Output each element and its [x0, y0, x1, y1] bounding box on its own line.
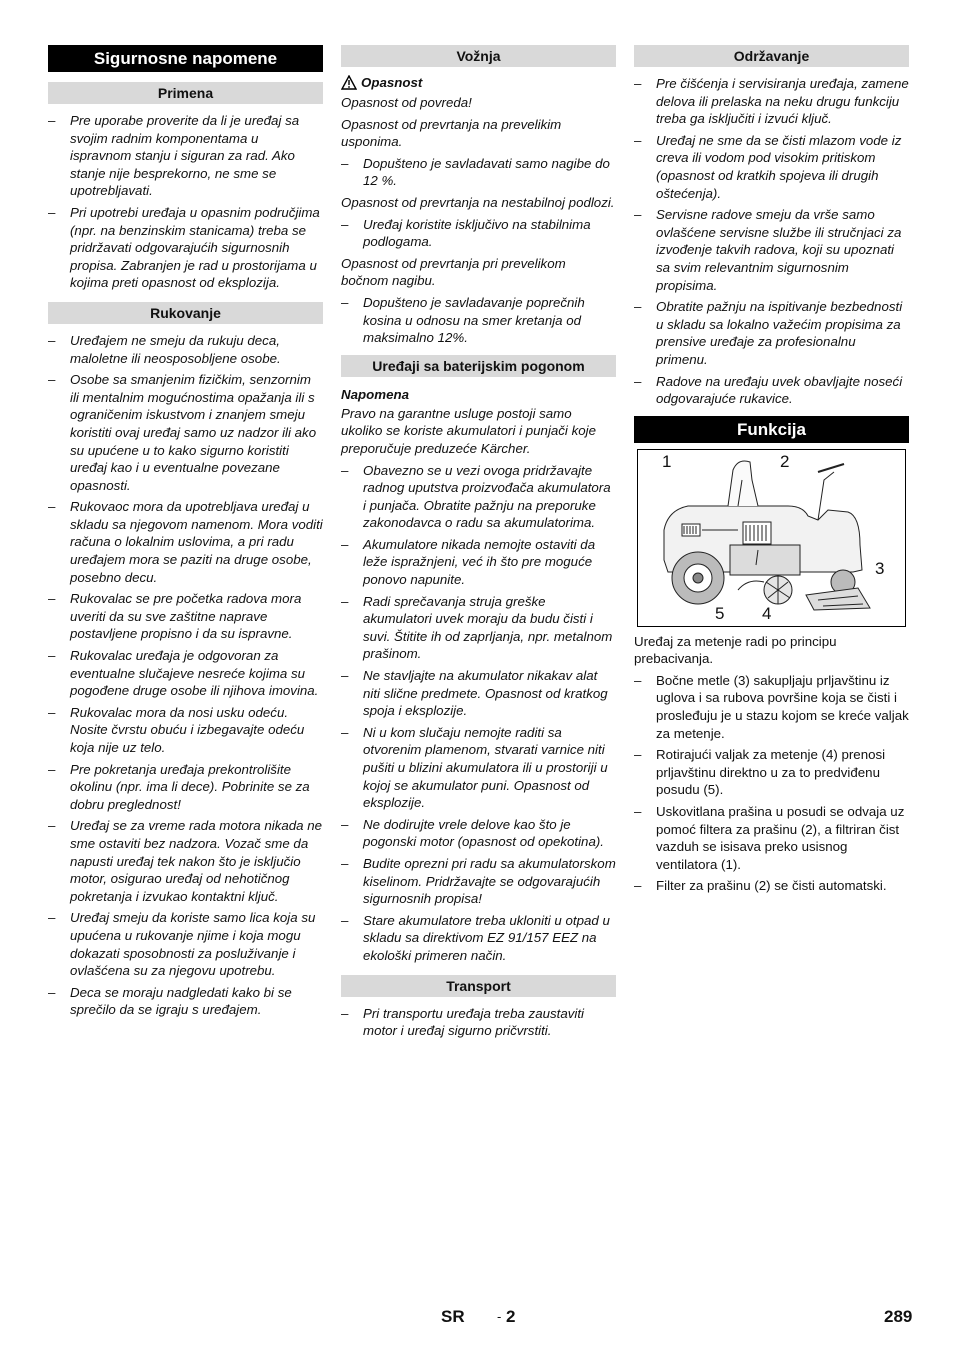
- subheading-baterije: Uređaji sa baterijskim pogonom: [341, 355, 616, 377]
- list-item: – Bočne metle (3) sakupljaju prljavštinu iz uglova i sa rubova površine koja se čisti i prosleđuju je u stazu kojom se kreće valjak za metenje.: [634, 672, 909, 742]
- column-3: [634, 45, 909, 899]
- list-item: – Rukovalac mora da nosi usku odeću. Nosite čvrstu obuću i izbegavajte odeću koja nije uz telo.: [48, 704, 323, 757]
- column-1: [48, 45, 323, 1023]
- figure-label-1: 1: [662, 451, 672, 471]
- subheading-odrzavanje: Održavanje: [634, 45, 909, 67]
- list-item: – Rukovalac se pre početka radova mora uveriti da su sve zaštitne naprave postavljene propisno i da su ispravne.: [48, 590, 323, 643]
- paragraph: Opasnost od povreda!: [341, 95, 472, 110]
- list-item: – Rotirajući valjak za metenje (4) prenosi prljavštinu direktno u za to predviđenu posudu (5).: [634, 746, 909, 799]
- list-item: – Pre pokretanja uređaja prekontrolišite okolinu (npr. ima li dece). Pobrinite se za dobru preglednost!: [48, 761, 323, 814]
- list-item: – Obratite pažnju na ispitivanje bezbednosti u skladu sa lokalno važećim propisima za prensive uređaje za profesionalnu primenu.: [634, 298, 909, 368]
- list-item: – Uskovitlana prašina u posudi se odvaja uz pomoć filtera za prašinu (2), a filtriran čist vazduh se isisava preko usisnog ventilatora (1).: [634, 803, 909, 873]
- figure-label-3: 3: [875, 558, 885, 578]
- list-item: – Servisne radove smeju da vrše samo ovlašćene servisne službe ili stručnjaci za izvođenje takvih radova, koji su upoznati sa svim relevantnim sigurnosnim propisima.: [634, 206, 909, 294]
- list-item: – Dopušteno je savladavanje poprečnih kosina u odnosu na smer kretanja od maksimalno 12%.: [341, 294, 616, 347]
- list-item: – Pre uporabe proverite da li je uređaj sa svojim radnim komponentama u ispravnom stanju i siguran za rad. Ako stanje nije besprekorno, ne sme se upotrebljavati.: [48, 112, 323, 200]
- list-item: – Ne dodirujte vrele delove kao što je pogonski motor (opasnost od opekotina).: [341, 816, 616, 851]
- subheading-primena: Primena: [48, 82, 323, 104]
- warning-block: [341, 75, 616, 90]
- list-item: – Deca se moraju nadgledati kako bi se sprečilo da se igraju s uređajem.: [48, 984, 323, 1019]
- list-item: – Rukovaoc mora da upotrebljava uređaj u skladu sa njegovom namenom. Mora voditi računa o lokalnim uslovima, a pri radu uređajem mora se paziti na druge osobe, posebno decu.: [48, 498, 323, 586]
- figure-label-5: 5: [715, 603, 725, 623]
- section-title-funkcija: Funkcija: [634, 416, 909, 443]
- list-item: – Uređaj koristite isključivo na stabilnima podlogama.: [341, 216, 616, 251]
- page-number: 289: [884, 1307, 913, 1326]
- list-rukovanje: [48, 332, 323, 1019]
- subheading-rukovanje: Rukovanje: [48, 302, 323, 324]
- list-item: – Uređaj ne sme da se čisti mlazom vode iz creva ili vodom pod visokim pritiskom (opasnost od kratkih spojeva ili drugih oštećenja).: [634, 132, 909, 202]
- sweeper-diagram: [637, 449, 906, 627]
- list-item: – Radi sprečavanja struja greške akumulatori uvek moraju da budu čisti i suvi. Štitite ih od zaprljanja, npr. metalnom prašinom.: [341, 593, 616, 663]
- list-item: – Stare akumulatore treba ukloniti u otpad u skladu sa direktivom EZ 91/157 EEZ na ekološki primeren način.: [341, 912, 616, 965]
- list-transport: [341, 1005, 616, 1040]
- subheading-transport: Transport: [341, 975, 616, 997]
- list-item: – Filter za prašinu (2) se čisti automatski.: [634, 877, 909, 895]
- funkcija-intro: Uređaj za metenje radi po principu prebacivanja.: [634, 633, 837, 667]
- sweeper-illustration: [638, 450, 907, 626]
- paragraph: Opasnost od prevrtanja na nestabilnoj podlozi.: [341, 194, 615, 210]
- list-item: – Pri transportu uređaja treba zaustaviti motor i uređaj sigurno pričvrstiti.: [341, 1005, 616, 1040]
- footer-section-number: 2: [506, 1307, 516, 1326]
- paragraph: Opasnost od prevrtanja pri prevelikom bočnom nagibu.: [341, 255, 566, 289]
- list-funkcija: [634, 672, 909, 895]
- list-item: – Pre čišćenja i servisiranja uređaja, zamene delova ili prelaska na neku drugu funkciju treba ga isključiti i izvući ključ.: [634, 75, 909, 128]
- list-odrzavanje: [634, 75, 909, 408]
- list-item: – Akumulatore nikada nemojte ostaviti da leže ispražnjeni, već ih što pre moguće ponovo napunite.: [341, 536, 616, 589]
- list-item: – Budite oprezni pri radu sa akumulatorskom kiselinom. Pridržavajte se odgovarajućih sigurnosnih propisa!: [341, 855, 616, 908]
- figure-label-4: 4: [762, 603, 772, 623]
- list-item: – Dopušteno je savladavati samo nagibe do 12 %.: [341, 155, 616, 190]
- note-text: Pravo na garantne usluge postoji samo ukoliko se koriste akumulatori i punjači koje preporučuje preduzeće Kärcher.: [341, 405, 596, 456]
- warning-label: Opasnost: [361, 75, 423, 90]
- list-primena: [48, 112, 323, 292]
- figure-label-2: 2: [780, 451, 790, 471]
- list-item: – Ne stavljajte na akumulator nikakav alat niti slične predmete. Opasnost od kratkog spoja i eksplozije.: [341, 667, 616, 720]
- subheading-voznja: Vožnja: [341, 45, 616, 67]
- list-item: – Osobe sa smanjenim fizičkim, senzornim ili mentalnim mogućnostima opažanja ili s ograničenim iskustvom i znanjem smeju koristiti ovaj uređaj samo uz nadzor ili ako su upućene u to kako sigurno koristiti uređaj kao i u eventualne povezane opasnosti.: [48, 371, 323, 494]
- list-item: – Uređajem ne smeju da rukuju deca, maloletne ili neosposobljene osobe.: [48, 332, 323, 367]
- list-baterije: [341, 462, 616, 965]
- warning-triangle-icon: [341, 75, 357, 90]
- paragraph: Opasnost od prevrtanja na prevelikim usponima.: [341, 116, 562, 150]
- list-item: – Rukovalac uređaja je odgovoran za eventualne slučajeve nesreće kojima su pogođene druge osobe ili njihova imovina.: [48, 647, 323, 700]
- list-item: – Pri upotrebi uređaja u opasnim područjima (npr. na benzinskim stanicama) treba se pridržavati odgovarajućih sigurnosnih propisa. Zabranjen je rad u prostorijama u kojima preti opasnost od eksplozija.: [48, 204, 323, 292]
- list-item: – Uređaj se za vreme rada motora nikada ne sme ostaviti bez nadzora. Vozač sme da napusti uređaj tek nakon što je isključio motor, osigurao uređaj od nehotičnog pokretanja i izvukao kontaktni ključ.: [48, 817, 323, 905]
- list-item: – Obavezno se u vezi ovoga pridržavajte radnog uputstva proizvođača akumulatora i punjača. Obratite pažnju na preporuke zakonodavca o radu sa akumulatorima.: [341, 462, 616, 532]
- list-item: – Uređaj smeju da koriste samo lica koja su upućena u rukovanje njime i koja mogu dokazati sposobnosti za posluživanje i ovlašćena su za njegovu upotrebu.: [48, 909, 323, 979]
- list-item: – Radove na uređaju uvek obavljajte noseći odgovarajuće rukavice.: [634, 373, 909, 408]
- column-2: [341, 45, 616, 1044]
- footer-dash: -: [497, 1309, 502, 1324]
- note-label: Napomena: [341, 386, 409, 402]
- list-item: – Ni u kom slučaju nemojte raditi sa otvorenim plamenom, stvarati varnice niti pušiti u blizini akumulatora ili u prostoriji u kojoj se akumulator puni. Opasnost od eksplozije.: [341, 724, 616, 812]
- section-title-safety: Sigurnosne napomene: [48, 45, 323, 72]
- footer-language: SR: [441, 1307, 465, 1326]
